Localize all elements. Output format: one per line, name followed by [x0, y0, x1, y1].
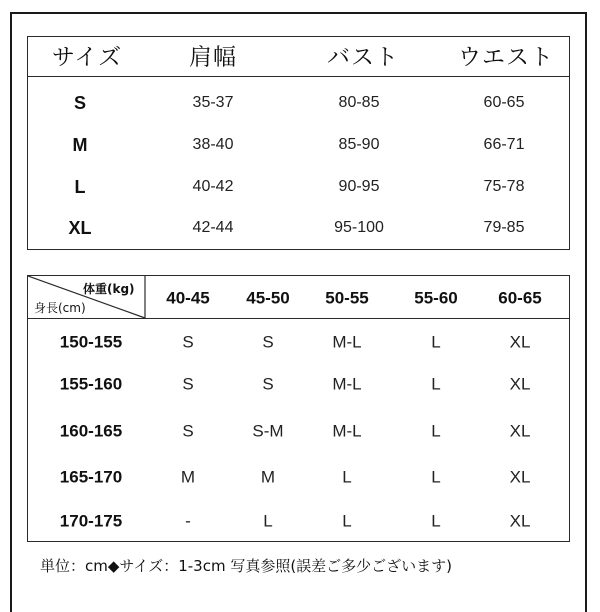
header-size: サイズ: [51, 44, 123, 71]
size-cell: M: [260, 467, 276, 487]
header-bust: バスト: [327, 44, 399, 71]
size-cell: S: [262, 374, 274, 394]
waist-value: 75-78: [483, 178, 525, 195]
size-cell: L: [431, 332, 441, 352]
bust-value: 90-95: [338, 178, 380, 195]
size-cell: XL: [509, 374, 531, 394]
bust-value: 95-100: [334, 219, 384, 236]
size-cell: L: [342, 511, 352, 531]
size-label: XL: [68, 218, 92, 238]
weight-header: 50-55: [325, 288, 369, 308]
weight-header: 40-45: [166, 288, 210, 308]
size-label: L: [74, 177, 86, 197]
size-cell: L: [342, 467, 352, 487]
size-cell: S: [182, 374, 194, 394]
size-cell: L: [263, 511, 273, 531]
size-cell: L: [431, 467, 441, 487]
weight-header: 55-60: [414, 288, 458, 308]
size-cell: M-L: [332, 421, 362, 441]
height-label: 170-175: [59, 511, 123, 531]
weight-header: 60-65: [498, 288, 542, 308]
size-cell: -: [185, 511, 191, 531]
size-label: M: [72, 135, 88, 155]
size-cell: S-M: [252, 421, 284, 441]
size-cell: S: [182, 332, 194, 352]
height-label: 150-155: [59, 332, 123, 352]
size-cell: M-L: [332, 374, 362, 394]
shoulder-value: 40-42: [192, 178, 234, 195]
waist-value: 66-71: [483, 136, 525, 153]
size-cell: M: [180, 467, 196, 487]
size-cell: XL: [509, 467, 531, 487]
header-shoulder: 肩幅: [189, 44, 237, 71]
size-cell: XL: [509, 511, 531, 531]
shoulder-value: 42-44: [192, 219, 234, 236]
size-label: S: [73, 93, 87, 113]
height-label: 155-160: [59, 374, 123, 394]
header-divider: [28, 76, 569, 77]
size-cell: XL: [509, 421, 531, 441]
bust-value: 85-90: [338, 136, 380, 153]
size-cell: S: [262, 332, 274, 352]
bust-value: 80-85: [338, 94, 380, 111]
size-cell: S: [182, 421, 194, 441]
header-waist: ウエスト: [458, 44, 554, 71]
size-cell: XL: [509, 332, 531, 352]
shoulder-value: 38-40: [192, 136, 234, 153]
height-label: 160-165: [59, 421, 123, 441]
size-measurement-table: [27, 36, 570, 250]
size-cell: L: [431, 511, 441, 531]
height-weight-table: [27, 275, 570, 542]
size-cell: L: [431, 421, 441, 441]
corner-weight-label: 体重(kg): [83, 282, 135, 296]
height-label: 165-170: [59, 467, 123, 487]
size-cell: L: [431, 374, 441, 394]
weight-header: 45-50: [246, 288, 290, 308]
waist-value: 79-85: [483, 219, 525, 236]
corner-height-label: 身長(cm): [34, 301, 86, 315]
footer-note: 単位：cm◆サイズ：1-3cm 写真参照(誤差ご多少ございます): [40, 557, 453, 575]
size-cell: M-L: [332, 332, 362, 352]
waist-value: 60-65: [483, 94, 525, 111]
shoulder-value: 35-37: [192, 94, 234, 111]
